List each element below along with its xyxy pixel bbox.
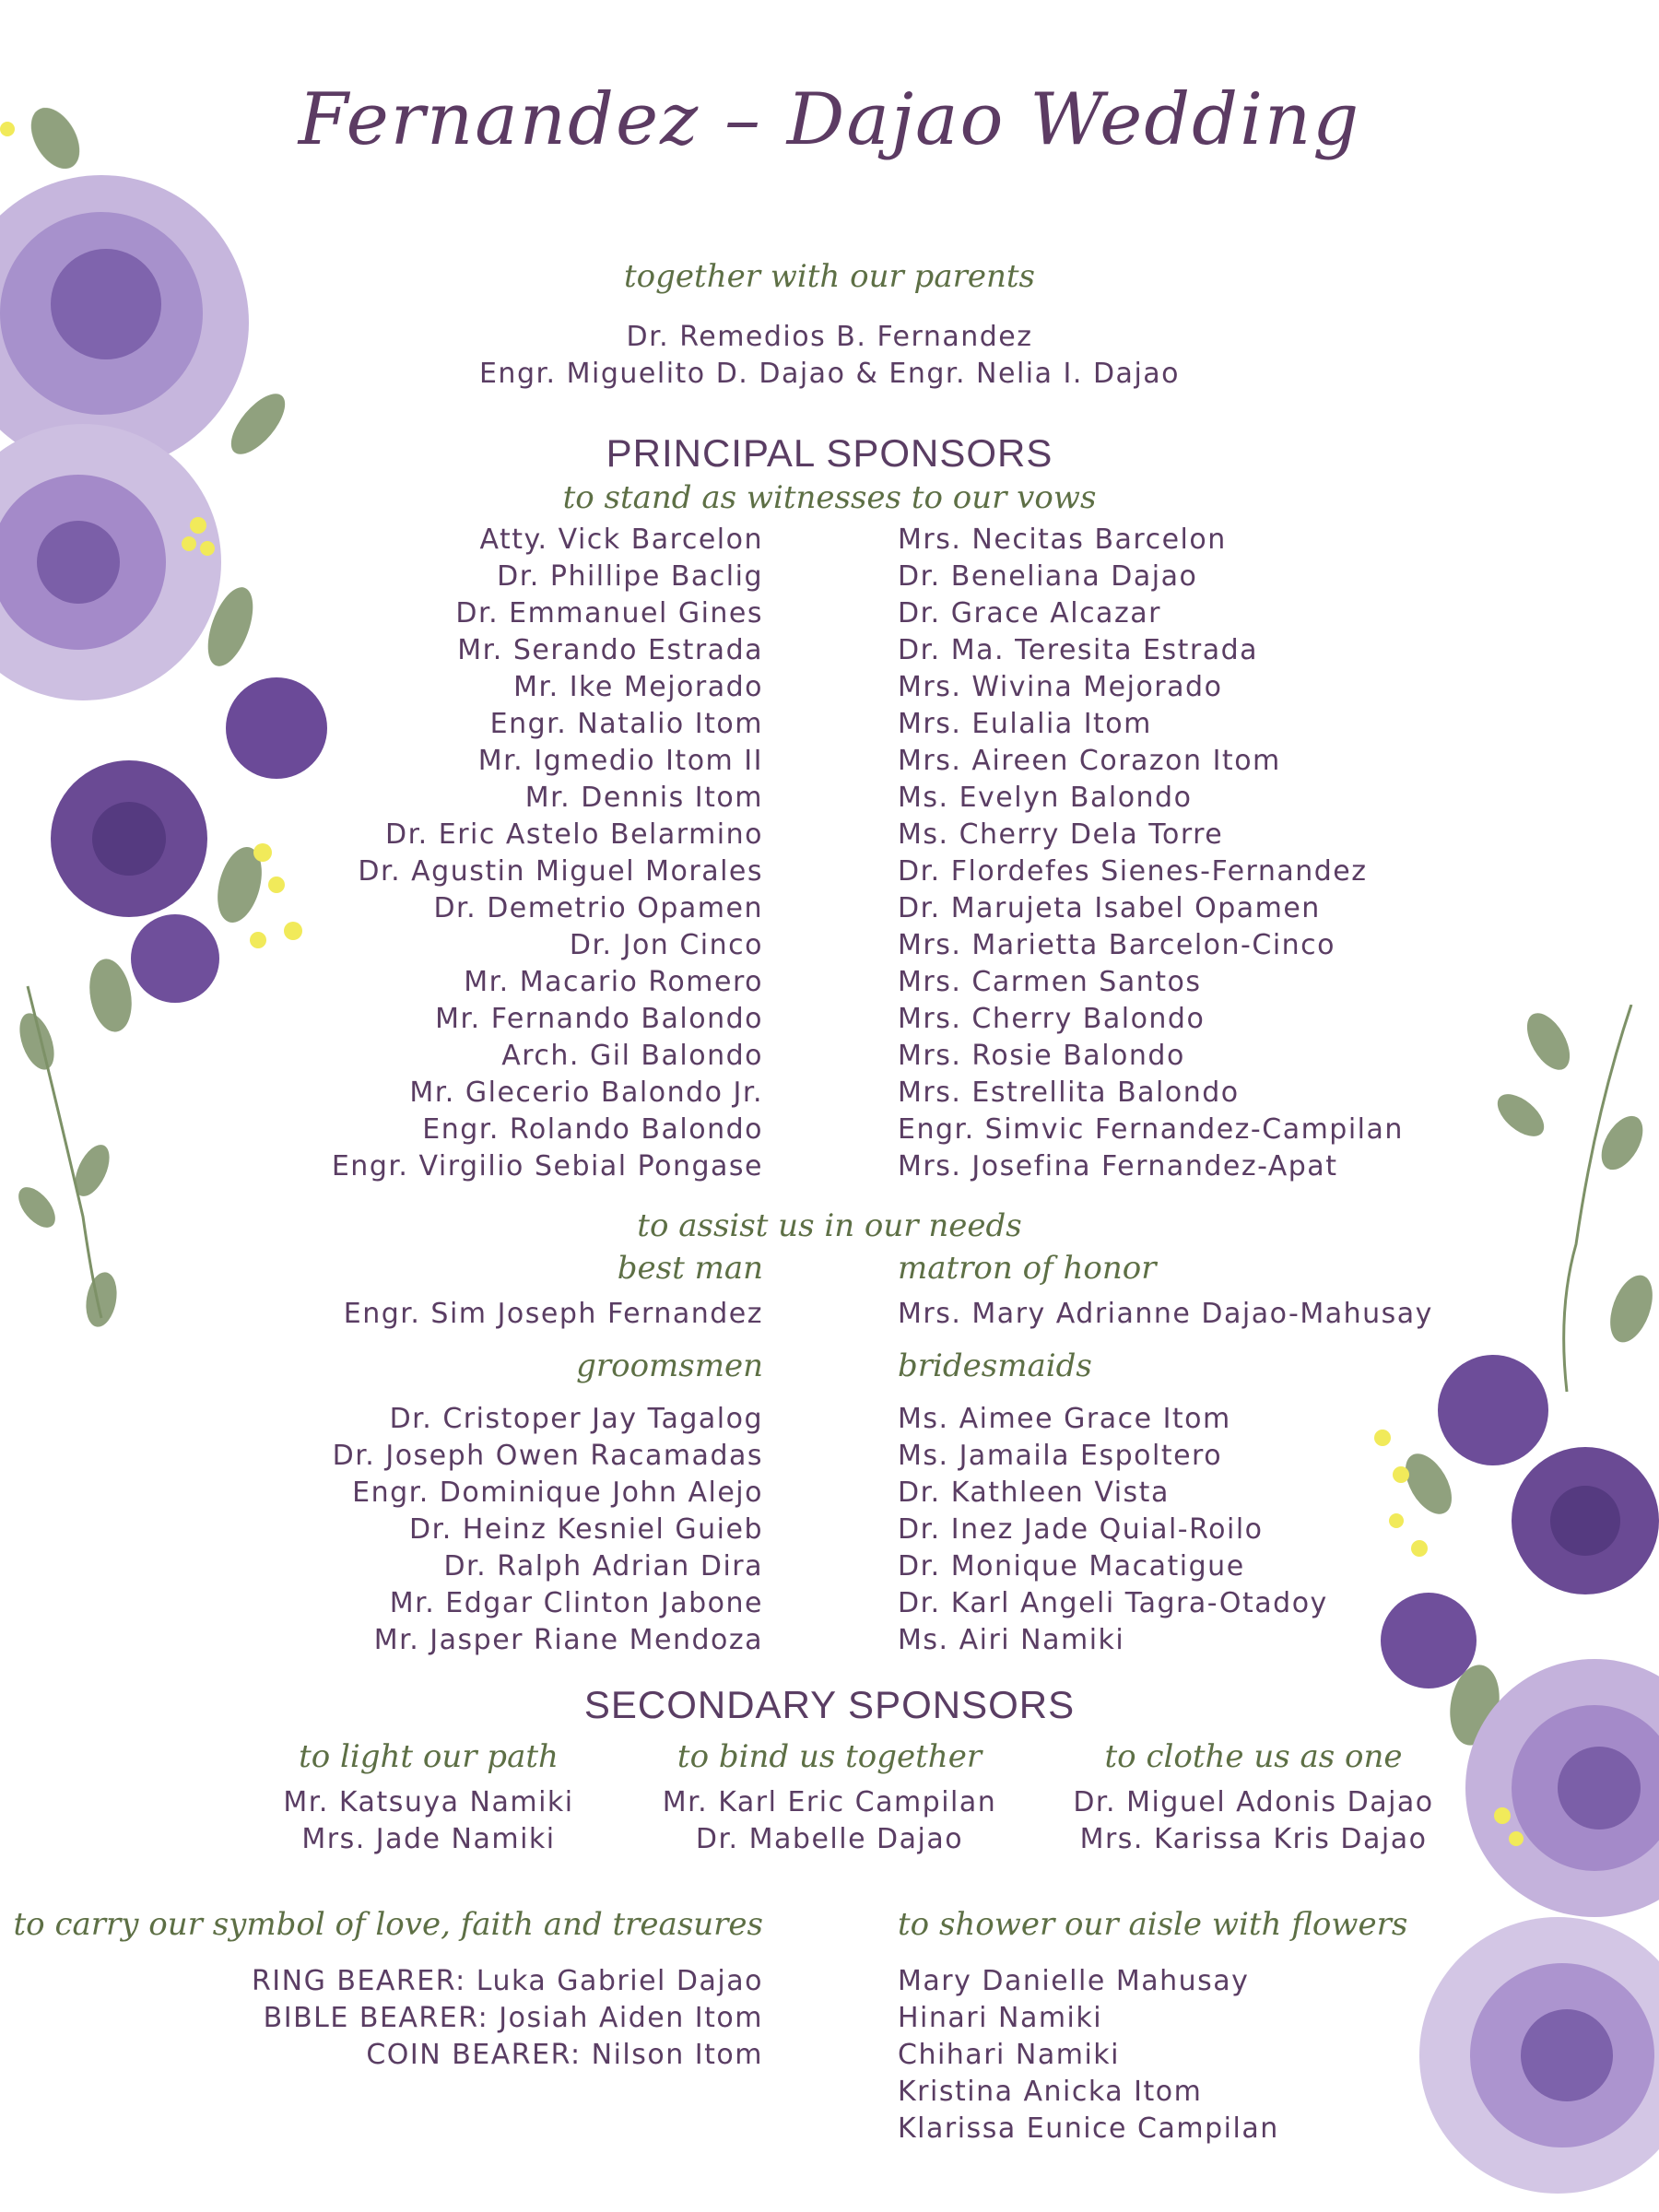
list-item: Dr. Cristoper Jay Tagalog (389, 1403, 763, 1435)
list-item: Mrs. Estrellita Balondo (898, 1077, 1240, 1109)
list-item: BIBLE BEARER: Josiah Aiden Itom (263, 2002, 763, 2034)
secondary-group-bind (627, 1738, 1032, 1858)
list-item: Engr. Virgilio Sebial Pongase (331, 1150, 763, 1182)
list-item: Mrs. Necitas Barcelon (898, 524, 1227, 556)
list-item: Kristina Anicka Itom (898, 2076, 1203, 2108)
list-item: Mrs. Aireen Corazon Itom (898, 745, 1281, 777)
secondary-sponsors-heading: SECONDARY SPONSORS (583, 1683, 1076, 1726)
principal-sponsors-right-column (898, 522, 1404, 1185)
list-item: Dr. Emmanuel Gines (455, 597, 763, 629)
best-man-name: Engr. Sim Joseph Fernandez (343, 1298, 763, 1330)
list-item: Mrs. Marietta Barcelon-Cinco (898, 929, 1336, 961)
list-item: Dr. Jon Cinco (569, 929, 763, 961)
list-item: Dr. Eric Astelo Belarmino (385, 818, 763, 851)
list-item: Ms. Jamaila Espoltero (898, 1440, 1223, 1472)
list-item: Mr. Macario Romero (464, 966, 763, 998)
flowers-list (898, 1963, 1279, 2147)
list-item: Dr. Flordefes Sienes-Fernandez (898, 855, 1368, 888)
page-title: Fernandez – Dajao Wedding (298, 78, 1361, 161)
list-item: Mrs. Wivina Mejorado (898, 671, 1223, 703)
list-item: Dr. Karl Angeli Tagra-Otadoy (898, 1587, 1328, 1619)
list-item: Ms. Evelyn Balondo (898, 782, 1193, 814)
list-item: Dr. Miguel Adonis Dajao (1073, 1786, 1434, 1818)
list-item: Dr. Marujeta Isabel Opamen (898, 892, 1321, 924)
list-item: Dr. Kathleen Vista (898, 1477, 1170, 1509)
list-item: Ms. Airi Namiki (898, 1624, 1125, 1656)
list-item: Chihari Namiki (898, 2039, 1120, 2071)
list-item: Dr. Ralph Adrian Dira (443, 1550, 763, 1583)
floral-bouquet-bottom-right (1355, 1005, 1659, 2212)
flowers-caption: to shower our aisle with flowers (898, 1906, 1408, 1943)
parent-name: Engr. Miguelito D. Dajao & Engr. Nelia I. Dajao (478, 358, 1181, 390)
principal-sponsors-heading: PRINCIPAL SPONSORS (606, 431, 1053, 475)
list-item: Hinari Namiki (898, 2002, 1103, 2034)
list-item: Mr. Serando Estrada (457, 634, 763, 666)
list-item: Mrs. Karissa Kris Dajao (1079, 1823, 1428, 1855)
group-caption: to clothe us as one (1104, 1738, 1403, 1775)
list-item: Mr. Fernando Balondo (435, 1003, 763, 1035)
principal-caption: to stand as witnesses to our vows (562, 479, 1097, 516)
list-item: Mrs. Carmen Santos (898, 966, 1202, 998)
list-item: Mr. Dennis Itom (524, 782, 763, 814)
group-caption: to bind us together (677, 1738, 982, 1775)
bridesmaids-label: bridesmaids (898, 1347, 1092, 1384)
list-item: Atty. Vick Barcelon (479, 524, 763, 556)
list-item: Dr. Demetrio Opamen (433, 892, 763, 924)
parents-list (0, 319, 1659, 393)
list-item: Dr. Ma. Teresita Estrada (898, 634, 1259, 666)
parents-caption: together with our parents (624, 258, 1035, 295)
groomsmen-label: groomsmen (576, 1347, 763, 1384)
bridesmaids-list (898, 1401, 1328, 1659)
list-item: Dr. Heinz Kesniel Guieb (409, 1513, 763, 1546)
list-item: Ms. Cherry Dela Torre (898, 818, 1224, 851)
bearers-list (252, 1963, 763, 2074)
list-item: Engr. Natalio Itom (489, 708, 763, 740)
list-item: Ms. Aimee Grace Itom (898, 1403, 1231, 1435)
list-item: Mrs. Eulalia Itom (898, 708, 1152, 740)
list-item: COIN BEARER: Nilson Itom (366, 2039, 763, 2071)
group-names (226, 1784, 631, 1858)
list-item: Mr. Edgar Clinton Jabone (389, 1587, 763, 1619)
list-item: Dr. Joseph Owen Racamadas (332, 1440, 763, 1472)
groomsmen-list (333, 1401, 763, 1659)
list-item: Dr. Agustin Miguel Morales (358, 855, 763, 888)
list-item: Engr. Simvic Fernandez-Campilan (898, 1113, 1404, 1146)
group-names (1032, 1784, 1475, 1858)
list-item: Engr. Rolando Balondo (422, 1113, 763, 1146)
list-item: Dr. Beneliana Dajao (898, 560, 1198, 593)
matron-name: Mrs. Mary Adrianne Dajao-Mahusay (898, 1298, 1433, 1330)
secondary-group-light (226, 1738, 631, 1858)
list-item: Mr. Ike Mejorado (513, 671, 763, 703)
secondary-group-clothe (1032, 1738, 1475, 1858)
matron-label: matron of honor (898, 1250, 1157, 1287)
list-item: Dr. Grace Alcazar (898, 597, 1161, 629)
list-item: Arch. Gil Balondo (501, 1040, 763, 1072)
best-man-label: best man (617, 1250, 763, 1287)
list-item: Mr. Karl Eric Campilan (662, 1786, 997, 1818)
principal-sponsors-left-column (332, 522, 763, 1185)
list-item: Dr. Monique Macatigue (898, 1550, 1245, 1583)
parent-name: Dr. Remedios B. Fernandez (626, 321, 1033, 353)
group-names (627, 1784, 1032, 1858)
list-item: Mrs. Cherry Balondo (898, 1003, 1206, 1035)
bearers-caption: to carry our symbol of love, faith and treasures (13, 1906, 763, 1943)
list-item: Mr. Jasper Riane Mendoza (373, 1624, 763, 1656)
entourage-caption: to assist us in our needs (637, 1207, 1022, 1244)
list-item: Mary Danielle Mahusay (898, 1965, 1250, 1997)
list-item: RING BEARER: Luka Gabriel Dajao (251, 1965, 763, 1997)
list-item: Mrs. Jade Namiki (301, 1823, 556, 1855)
list-item: Dr. Inez Jade Quial-Roilo (898, 1513, 1264, 1546)
list-item: Mr. Igmedio Itom II (477, 745, 763, 777)
list-item: Engr. Dominique John Alejo (352, 1477, 763, 1509)
list-item: Klarissa Eunice Campilan (898, 2112, 1279, 2145)
group-caption: to light our path (299, 1738, 559, 1775)
list-item: Dr. Mabelle Dajao (695, 1823, 964, 1855)
list-item: Mrs. Josefina Fernandez-Apat (898, 1150, 1338, 1182)
list-item: Dr. Phillipe Baclig (497, 560, 763, 593)
list-item: Mr. Glecerio Balondo Jr. (409, 1077, 763, 1109)
list-item: Mrs. Rosie Balondo (898, 1040, 1185, 1072)
list-item: Mr. Katsuya Namiki (283, 1786, 574, 1818)
